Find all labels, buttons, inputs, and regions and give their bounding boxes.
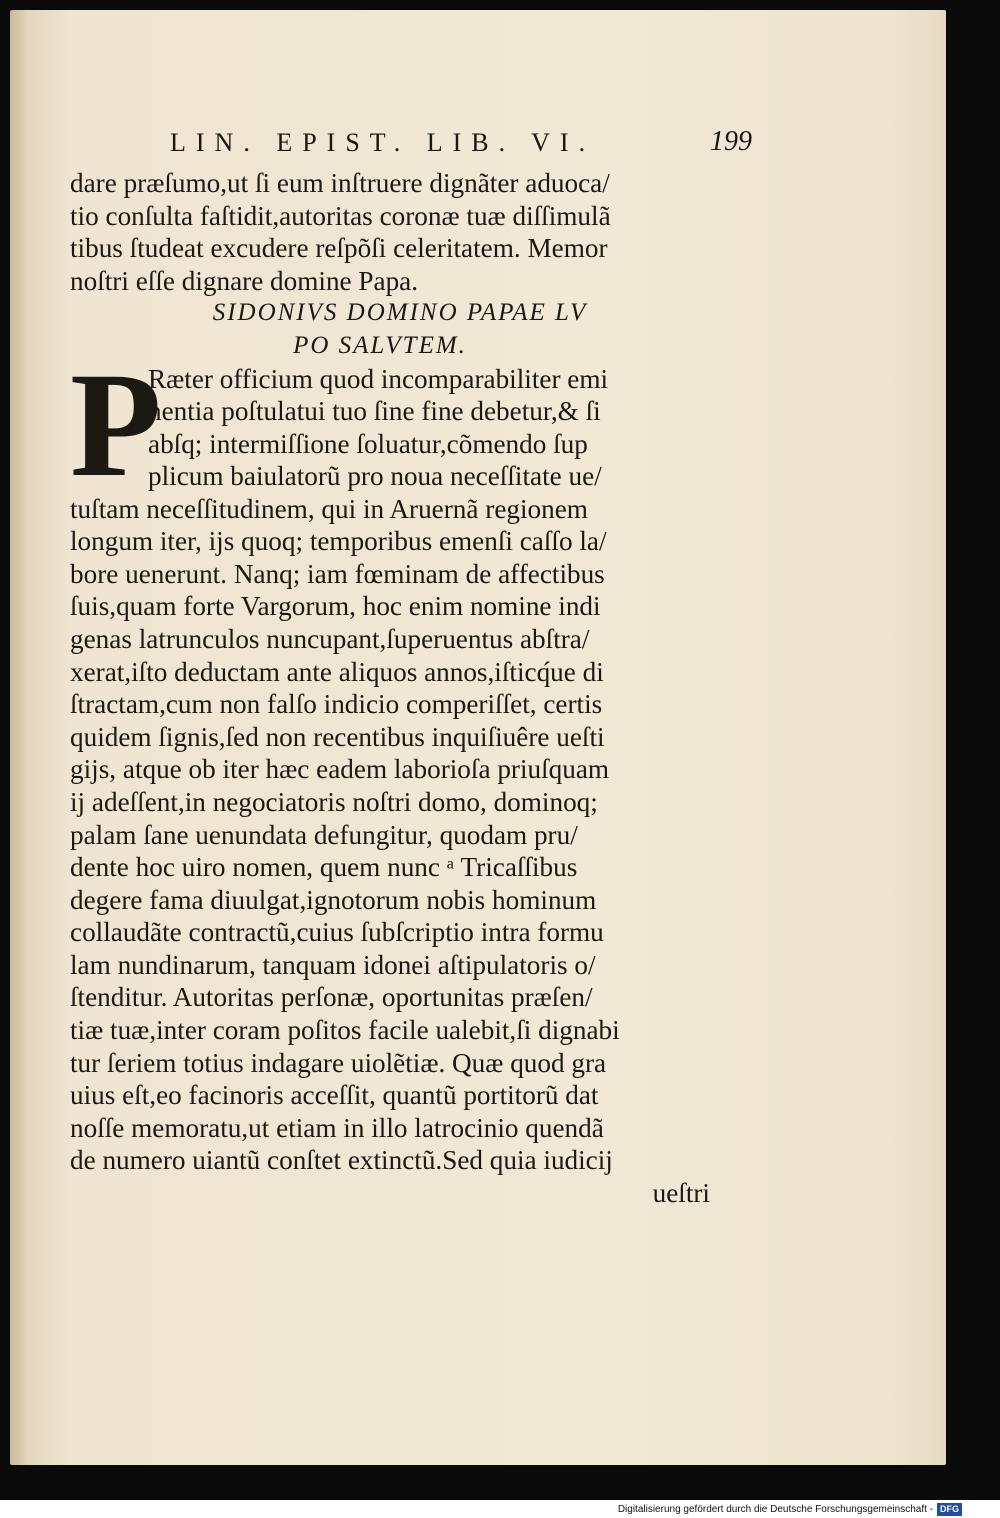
text-line: uius eſt,eo facinoris acceſſit, quantũ portitorũ dat [70,1080,599,1111]
text-line: xerat,iſto deductam ante aliquos annos,iſticq́ue di [70,656,604,687]
book-page [10,10,946,1465]
text-line: collaudãte contractũ,cuius ſubſcriptio intra formu [70,917,604,948]
running-title: LIN. EPIST. LIB. VI. [170,128,596,157]
text-line: palam ſane uenundata defungitur, quodam pru/ [70,819,578,850]
text-line: ſtenditur. Autoritas perſonæ, oportunitas præſen/ [70,982,593,1013]
digitization-credit [618,1500,962,1518]
page-number: 199 [710,126,752,157]
drop-cap-lines [148,363,608,493]
letter-heading: SIDONIVS DOMINO PAPAE LV [212,299,588,327]
text-line: ſtractam,cum non falſo indicio comperiſſet, certis [70,689,603,720]
text-line: dare præſumo,ut ſi eum inſtruere dignãter aduoca/ [70,168,610,198]
text-line: de numero uiantũ conſtet extinctũ.Sed quia iudicij [70,1145,613,1176]
text-line: tuſtam neceſſitudinem, qui in Aruernã regionem [70,493,588,524]
dfg-logo: DFG [937,1503,962,1516]
text-line: longum iter, ijs quoq; temporibus emenſi caſſo la/ [70,526,607,557]
text-line: nentia poſtulatui tuo ſine fine debetur,& ſi [148,396,601,427]
text-line: tur ſeriem totius indagare uiolẽtiæ. Quæ quod gra [70,1047,607,1078]
letter-heading: PO SALVTEM. [293,331,467,359]
text-line: lam nundinarum, tanquam idonei aſtipulatoris o/ [70,949,596,980]
credit-text: Digitalisierung gefördert durch die Deutsche Forschungsgemeinschaft - [617,1503,933,1515]
text-line: plicum baiulatorũ pro noua neceſſitate ue/ [148,461,602,492]
page-content [10,10,946,1465]
text-line: noſtri eſſe dignare domine Papa. [70,265,419,296]
text-line: Ræter officium quod incomparabiliter emi [148,363,609,394]
text-line: quidem ſignis,ſed non recentibus inquiſiuêre ueſti [70,721,605,752]
text-line: dente hoc uiro nomen, quem nunc ᵃ Tricaſſibus [70,852,578,883]
catchword: ueſtri [652,1178,710,1209]
text-line: noſſe memoratu,ut etiam in illo latrocinio quendã [70,1112,604,1143]
text-line: tiæ tuæ,inter coram poſitos facile ualebit,ſi dignabi [70,1015,620,1046]
drop-cap-initial: P [70,341,162,508]
text-line: bore uenerunt. Nanq; iam fœminam de affectibus [70,558,605,589]
text-line: degere fama diuulgat,ignotorum nobis hominum [70,884,597,915]
text-line: ij adeſſent,in negociatoris noſtri domo, dominoq; [70,786,598,817]
text-line: gijs, atque ob iter hæc eadem laborioſa priuſquam [70,754,610,785]
text-line: abſq; intermiſſione ſoluatur,cõmendo ſup [148,428,588,459]
body-text [70,167,710,1210]
text-line: tio conſulta faſtidit,autoritas coronæ tuæ diſſimulã [70,200,611,231]
text-line: tibus ſtudeat excudere reſpõſi celeritatem. Memor [70,233,608,264]
text-line: genas latrunculos nuncupant,ſuperuentus abſtra/ [70,623,590,654]
text-line: ſuis,quam forte Vargorum, hoc enim nomine indi [70,591,601,622]
